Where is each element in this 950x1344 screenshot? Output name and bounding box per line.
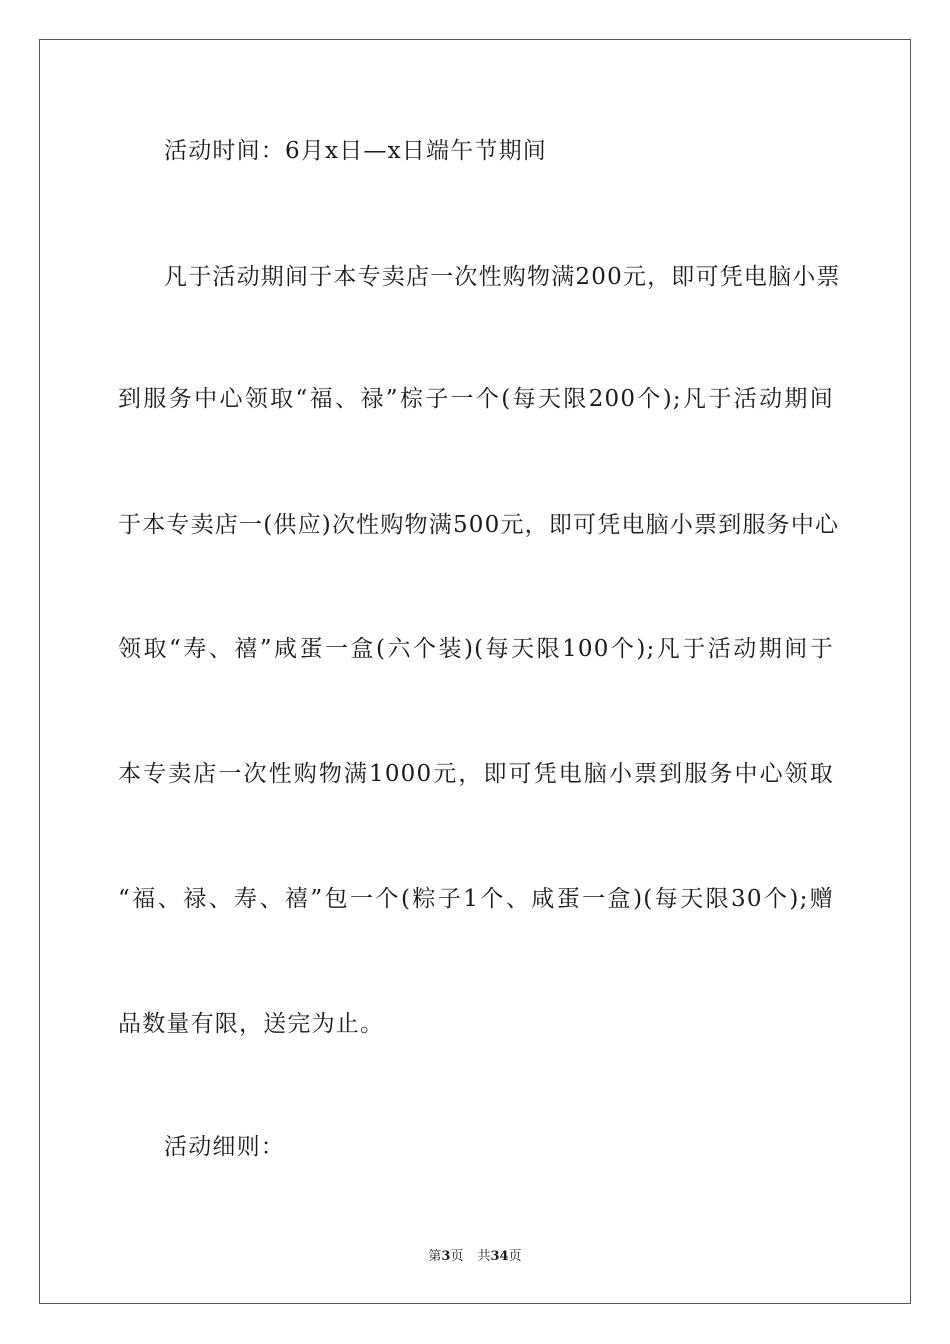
total-pages: 34 xyxy=(490,1249,509,1264)
page-suffix: 页 xyxy=(450,1249,464,1264)
paragraph-line-7: 品数量有限，送完为止。 xyxy=(118,1011,385,1037)
total-prefix: 共 xyxy=(477,1249,491,1264)
page-border xyxy=(39,39,911,1304)
page-prefix: 第 xyxy=(428,1249,442,1264)
paragraph-line-3: 于本专卖店一(供应)次性购物满500元，即可凭电脑小票到服务中心 xyxy=(118,512,840,538)
paragraph-line-6: “福、禄、寿、禧”包一个(粽子1个、咸蛋一盒)(每天限30个);赠 xyxy=(118,886,834,912)
page-number: 3 xyxy=(441,1249,451,1264)
paragraph-line-1: 凡于活动期间于本专卖店一次性购物满200元，即可凭电脑小票 xyxy=(164,264,841,290)
paragraph-line-5: 本专卖店一次性购物满1000元，即可凭电脑小票到服务中心领取 xyxy=(118,761,834,787)
activity-rules-heading: 活动细则： xyxy=(164,1134,285,1160)
total-suffix: 页 xyxy=(508,1249,522,1264)
activity-time-line: 活动时间：6月x日—x日端午节期间 xyxy=(164,138,547,164)
page-footer xyxy=(0,1248,950,1266)
paragraph-line-2: 到服务中心领取“福、禄”棕子一个(每天限200个);凡于活动期间 xyxy=(118,386,834,412)
paragraph-line-4: 领取“寿、禧”咸蛋一盒(六个装)(每天限100个);凡于活动期间于 xyxy=(118,636,834,662)
